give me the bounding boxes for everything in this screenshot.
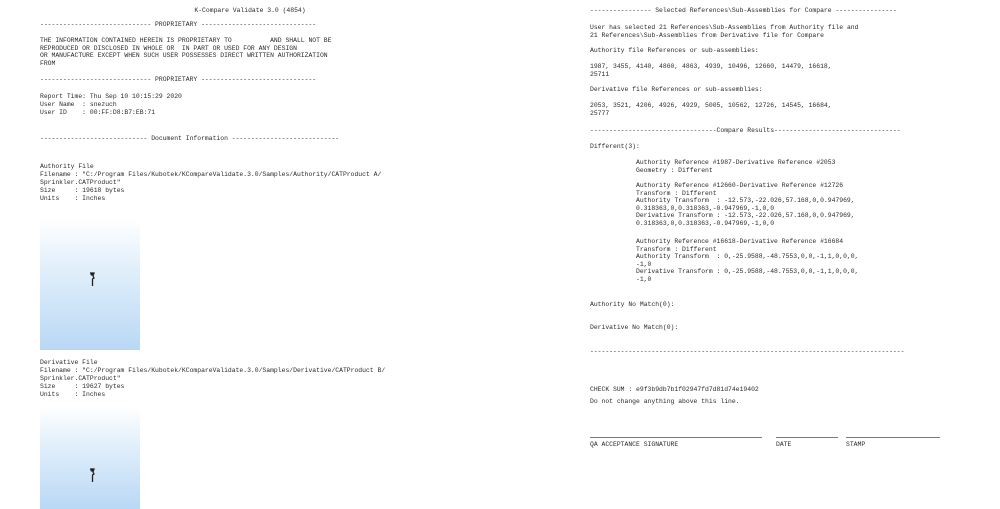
compare-results-header: ---------------------------------Compare Results--------------------------------- <box>590 127 901 134</box>
authority-references-list: 1987, 3455, 4140, 4860, 4863, 4939, 10496, 12660, 14479, 16618, 25711 <box>590 63 832 78</box>
checksum: CHECK SUM : e9f3b9db7b1f02947fd7d81d74e19402 <box>590 386 759 393</box>
authority-references-label: Authority file References or sub-assemblies: <box>590 47 759 54</box>
date-label: DATE <box>776 441 792 448</box>
sprinkler-model-icon <box>88 271 96 287</box>
authority-file-heading: Authority File <box>40 163 94 170</box>
sprinkler-model-icon <box>88 467 96 483</box>
qa-signature-label: QA ACCEPTANCE SIGNATURE <box>590 441 679 448</box>
report-title: K-Compare Validate 3.0 (4854) <box>194 7 306 14</box>
document-info-header: ---------------------------- Document Information ---------------------------- <box>40 135 340 142</box>
user-name: User Name : snezuch <box>40 101 117 108</box>
derivative-file-heading: Derivative File <box>40 359 98 366</box>
different-count-label: Different(3): <box>590 143 640 150</box>
derivative-thumbnail <box>40 407 140 509</box>
derivative-size: Size : 19627 bytes <box>40 383 125 390</box>
left-report-page <box>40 0 460 509</box>
derivative-no-match: Derivative No Match(0): <box>590 324 679 331</box>
proprietary-notice: THE INFORMATION CONTAINED HEREIN IS PROPRIETARY TO AND SHALL NOT BE REPRODUCED OR DISCLOSED IN WHOLE OR IN PART OR USED FOR ANY DESIGN OR MANUFACTURE EXCEPT WHEN SUCH USER POSSESSES DIRECT WRITTEN AUTHORIZATION FROM <box>40 37 332 67</box>
authority-units: Units : Inches <box>40 195 106 202</box>
derivative-references-label: Derivative file References or sub-assemblies: <box>590 86 763 93</box>
proprietary-header: ----------------------------- PROPRIETARY ------------------------------ <box>40 21 317 28</box>
user-id: User ID : 00:FF:D8:B7:EB:71 <box>40 109 156 116</box>
authority-filename: Filename : "C:/Program Files/Kubotek/KCompareValidate.3.0/Samples/Authority/CATProduct A/ Sprinkler.CATProduct" <box>40 171 382 186</box>
difference-entry: Authority Reference #12660-Derivative Reference #12726 Transform : Different Authority Transform : -12.573,-22.026,57.168,0,0.947969, 0.318363,0,0.318363,-0.947969,-1,0,0 Derivative Transform : -12.573,-22.026,57.168,0,0.947969, 0.318363,0,0.318363,-0.947969,-1,0,0 <box>636 182 855 227</box>
selected-references-text: User has selected 21 References\Sub-Assemblies from Authority file and 21 References\Sub-Assemblies from Derivative file for Compare <box>590 24 859 39</box>
derivative-filename: Filename : "C:/Program Files/Kubotek/KCompareValidate.3.0/Samples/Derivative/CATProduct B/ Sprinkler.CATProduct" <box>40 367 386 382</box>
difference-entry: Authority Reference #16618-Derivative Reference #16684 Transform : Different Authority Transform : 0,-25.9588,-48.7553,0,0,-1,1,0,0,0, -1,0 Derivative Transform : 0,-25.9588,-48.7553,0,0,-1,1,0,0,0, -1,0 <box>636 238 859 283</box>
end-rule: ---------------------------------------------------------------------------------- <box>590 348 905 355</box>
stamp-label: STAMP <box>846 441 866 448</box>
authority-size: Size : 19618 bytes <box>40 187 125 194</box>
authority-thumbnail <box>40 219 140 350</box>
right-report-page <box>590 0 942 509</box>
proprietary-footer: ----------------------------- PROPRIETARY ------------------------------ <box>40 76 317 83</box>
selected-references-header: ---------------- Selected References\Sub-Assemblies for Compare ---------------- <box>590 7 897 14</box>
qa-signature-line <box>590 437 762 438</box>
authority-no-match: Authority No Match(0): <box>590 301 675 308</box>
do-not-change-note: Do not change anything above this line. <box>590 398 740 405</box>
report-time: Report Time: Thu Sep 10 10:15:29 2020 <box>40 93 182 100</box>
stamp-line <box>846 437 940 438</box>
derivative-units: Units : Inches <box>40 391 106 398</box>
date-line <box>776 437 838 438</box>
derivative-references-list: 2053, 3521, 4206, 4926, 4929, 5005, 10562, 12726, 14545, 16684, 25777 <box>590 102 832 117</box>
difference-entry: Authority Reference #1987-Derivative Reference #2053 Geometry : Different <box>636 159 836 174</box>
